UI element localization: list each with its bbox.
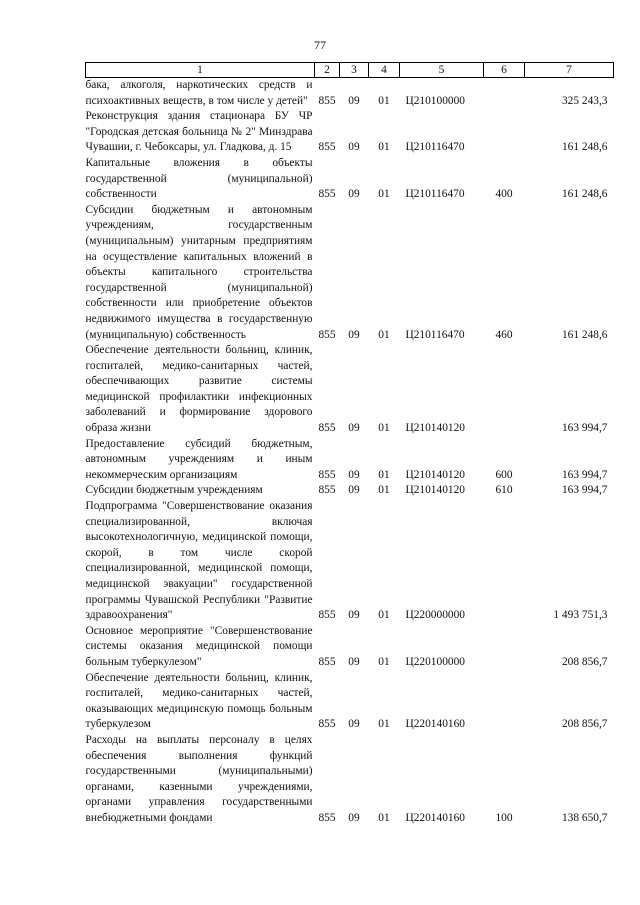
row-subsection: 01: [378, 484, 390, 497]
row-ministry: 855: [318, 468, 336, 481]
row-section: 09: [348, 141, 360, 154]
row-section: 09: [348, 811, 360, 824]
row-subsection: 01: [378, 468, 390, 481]
table-row: [86, 156, 614, 203]
row-ministry: 855: [318, 94, 336, 107]
row-ministry: 855: [318, 422, 336, 435]
table-row: [86, 437, 614, 484]
row-section: 09: [348, 188, 360, 201]
header-col-6: 6: [484, 63, 525, 78]
row-section: 09: [348, 422, 360, 435]
row-expense-type: 610: [495, 484, 513, 497]
row-expense-type: [484, 109, 525, 156]
table-row: [86, 483, 614, 499]
row-amount: 163 994,7: [561, 422, 608, 435]
row-subsection: 01: [378, 188, 390, 201]
row-subsection: 01: [378, 328, 390, 341]
row-subsection: 01: [378, 141, 390, 154]
row-ministry: 855: [318, 609, 336, 622]
row-name: Субсидии бюджетным и автономным учреждениям, государственным (муниципальным) унитарным предприятиям на осуществление капитальных вложений в объекты капитального строительства государственной (муниципальной) собственности или приобретение объектов недвижимого имущества в государственную (муниципальную) собственность: [85, 203, 313, 341]
row-name: бака, алкоголя, наркотических средств и психоактивных веществ, в том числе у детей": [85, 79, 313, 107]
budget-table: [85, 62, 614, 827]
row-ministry: 855: [318, 811, 336, 824]
row-expense-type: 100: [495, 811, 513, 824]
row-target: Ц210140120: [405, 484, 465, 497]
table-row: [86, 624, 614, 671]
row-amount: 161 248,6: [561, 141, 608, 154]
header-col-2: 2: [315, 63, 340, 78]
row-name: Обеспечение деятельности больниц, клиник, госпиталей, медико-санитарных частей, обеспечивающих развитие системы медицинской профилактики инфекционных заболеваний и формирование здорового образа жизни: [85, 344, 313, 435]
row-name: Капитальные вложения в объекты государственной (муниципальной) собственности: [85, 156, 313, 201]
row-section: 09: [348, 468, 360, 481]
row-expense-type: 600: [495, 468, 513, 481]
row-expense-type: 400: [495, 188, 513, 201]
table-row: [86, 203, 614, 343]
row-subsection: 01: [378, 655, 390, 668]
row-ministry: 855: [318, 718, 336, 731]
row-name: Основное мероприятие "Совершенствование системы оказания медицинской помощи больным туберкулезом": [85, 624, 313, 668]
row-ministry: 855: [318, 328, 336, 341]
row-expense-type: [484, 624, 525, 671]
row-target: Ц220140160: [405, 718, 465, 731]
row-amount: 1 493 751,3: [553, 609, 608, 622]
row-target: Ц210140120: [405, 468, 465, 481]
row-ministry: 855: [318, 188, 336, 201]
row-amount: 325 243,3: [561, 94, 608, 107]
table-body: [86, 78, 614, 827]
row-name: Подпрограмма "Совершенствование оказания специализированной, включая высокотехнологичную, медицинской помощи, скорой, в том числе скорой специализированной, медицинской помощи, медицинской эвакуации" государственной программы Чувашской Республики "Развитие здравоохранения": [85, 500, 313, 622]
table-row: [86, 78, 614, 110]
header-col-7: 7: [525, 63, 614, 78]
row-amount: 161 248,6: [561, 188, 608, 201]
row-ministry: 855: [318, 141, 336, 154]
row-amount: 208 856,7: [561, 655, 608, 668]
row-target: Ц210116470: [405, 188, 465, 201]
header-col-3: 3: [340, 63, 369, 78]
row-name: Реконструкция здания стационара БУ ЧР "Городская детская больница № 2" Минздрава Чувашии, г. Чебоксары, ул. Гладкова, д. 15: [85, 110, 313, 154]
row-expense-type: [484, 343, 525, 437]
row-target: Ц220000000: [405, 609, 465, 622]
row-name: Предоставление субсидий бюджетным, автономным учреждениям и иным некоммерческим организациям: [85, 437, 313, 481]
row-ministry: 855: [318, 655, 336, 668]
row-name: Субсидии бюджетным учреждениям: [85, 484, 263, 497]
row-name: Обеспечение деятельности больниц, клиник, госпиталей, медико-санитарных частей, оказывающих медицинскую помощь больным туберкулезом: [85, 671, 313, 731]
row-subsection: 01: [378, 94, 390, 107]
row-expense-type: [484, 499, 525, 624]
row-target: Ц220100000: [405, 655, 465, 668]
header-col-1: 1: [86, 63, 315, 78]
row-target: Ц220140160: [405, 811, 465, 824]
row-subsection: 01: [378, 718, 390, 731]
row-target: Ц210140120: [405, 422, 465, 435]
header-col-5: 5: [400, 63, 484, 78]
row-amount: 208 856,7: [561, 718, 608, 731]
row-section: 09: [348, 609, 360, 622]
row-subsection: 01: [378, 811, 390, 824]
page-number: 77: [314, 38, 326, 52]
table-row: [86, 109, 614, 156]
row-section: 09: [348, 484, 360, 497]
row-expense-type: 460: [495, 328, 513, 341]
header-row: [86, 63, 614, 78]
row-section: 09: [348, 718, 360, 731]
table-row: [86, 671, 614, 733]
row-section: 09: [348, 328, 360, 341]
row-name: Расходы на выплаты персоналу в целях обеспечения выполнения функций государственными (муниципальными) органами, казенными учреждениями, органами управления государственными внебюджетными фондами: [85, 733, 313, 824]
row-amount: 138 650,7: [561, 811, 608, 824]
table-row: [86, 733, 614, 827]
row-section: 09: [348, 655, 360, 668]
table-header: [86, 63, 614, 78]
row-target: Ц210100000: [405, 94, 465, 107]
row-expense-type: [484, 78, 525, 110]
row-subsection: 01: [378, 422, 390, 435]
row-expense-type: [484, 671, 525, 733]
row-ministry: 855: [318, 484, 336, 497]
row-amount: 163 994,7: [561, 468, 608, 481]
table-row: [86, 343, 614, 437]
row-section: 09: [348, 94, 360, 107]
row-amount: 161 248,6: [561, 328, 608, 341]
row-target: Ц210116470: [405, 328, 465, 341]
header-col-4: 4: [369, 63, 400, 78]
row-amount: 163 994,7: [561, 484, 608, 497]
row-subsection: 01: [378, 609, 390, 622]
row-target: Ц210116470: [405, 141, 465, 154]
table-row: [86, 499, 614, 624]
